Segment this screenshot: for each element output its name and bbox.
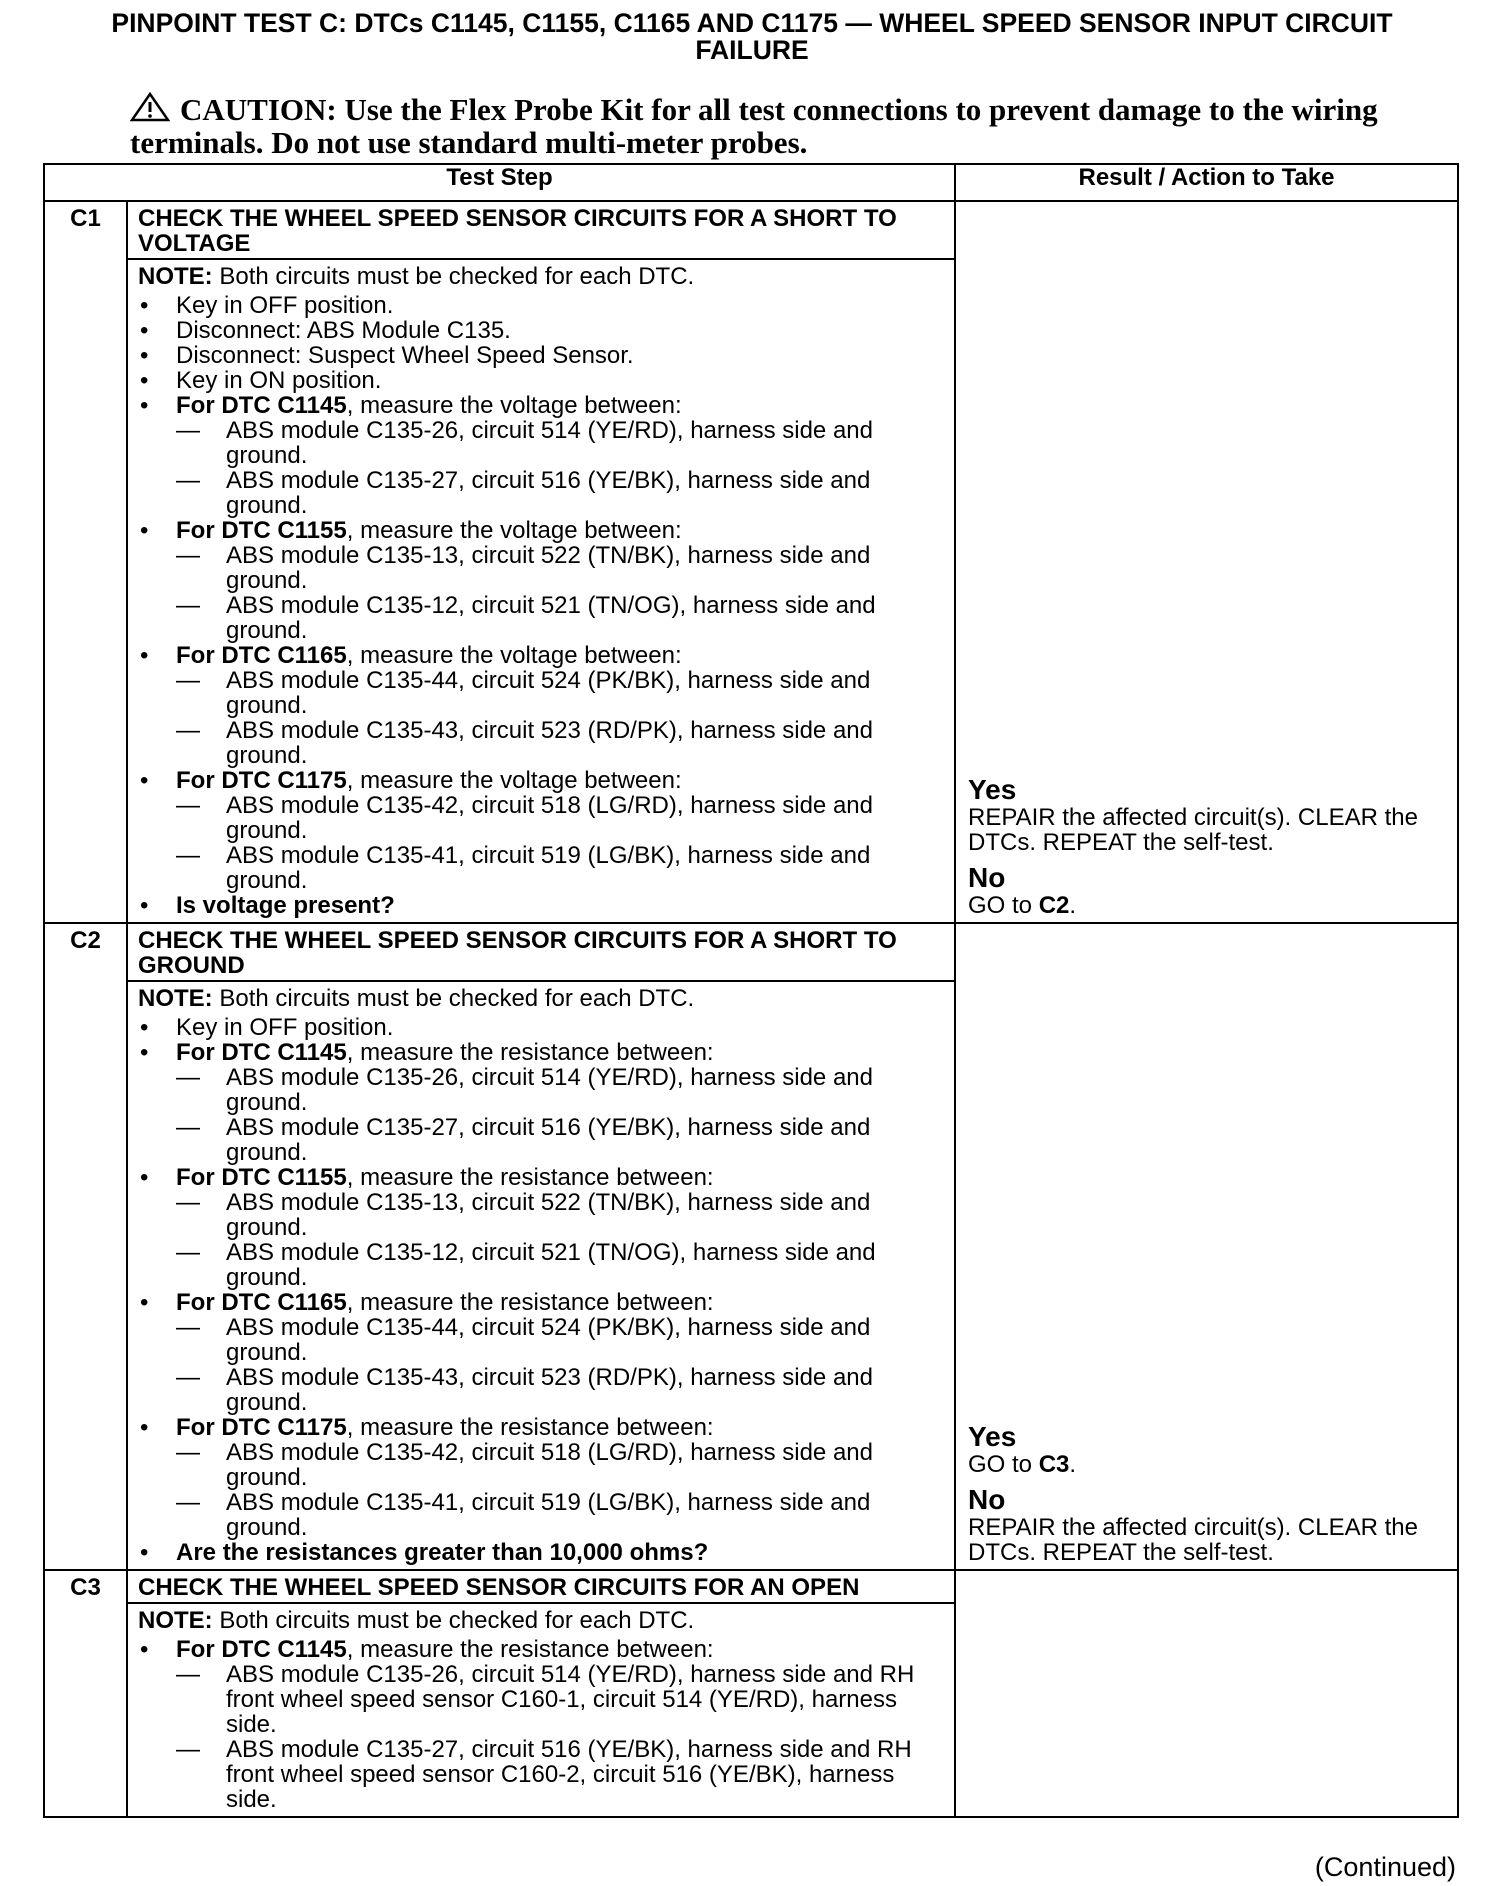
step-id: C3 [44,1570,127,1817]
dtc-suffix: , measure the voltage between: [346,767,682,794]
list-item: • Key in OFF position. [138,1015,944,1040]
no-label: No [968,1484,1006,1515]
sub-item: — ABS module C135-43, circuit 523 (RD/PK), harness side and ground. [138,718,944,768]
sub-item: — ABS module C135-43, circuit 523 (RD/PK), harness side and ground. [138,1365,944,1415]
dtc-code: C1145 [277,392,347,419]
step-id: C1 [44,201,127,923]
list-item: • Key in ON position. [138,368,944,393]
step-result [955,201,1458,923]
header-test-step: Test Step [44,164,955,201]
step-content [127,201,955,923]
note-label: NOTE: [138,263,213,290]
step-body [128,1604,954,1816]
dtc-code: C1175 [277,1414,347,1441]
sub-item: — ABS module C135-13, circuit 522 (TN/BK), harness side and ground. [138,1190,944,1240]
step-content [127,1570,955,1817]
table-row [44,1570,1458,1817]
step-body [128,260,954,922]
dtc-suffix: , measure the resistance between: [346,1039,714,1066]
step-heading: CHECK THE WHEEL SPEED SENSOR CIRCUITS FOR A SHORT TO VOLTAGE [128,202,954,260]
yes-label: Yes [968,1421,1017,1452]
list-item [138,643,944,668]
sub-item: — ABS module C135-27, circuit 516 (YE/BK), harness side and RH front wheel speed sensor C160-2, circuit 516 (YE/BK), harness side. [138,1737,944,1812]
step-question: • Are the resistances greater than 10,000 ohms? [138,1540,944,1565]
dtc-code: C1155 [277,517,347,544]
sub-item: — ABS module C135-13, circuit 522 (TN/BK), harness side and ground. [138,543,944,593]
step-body [128,982,954,1569]
table-row [44,201,1458,923]
dtc-prefix: For DTC [176,517,278,544]
list-item [138,1637,944,1662]
pinpoint-test-table [43,163,1459,1818]
dtc-suffix: , measure the resistance between: [346,1414,714,1441]
yes-action: GO to C3. [968,1451,1077,1478]
list-item [138,1290,944,1315]
table-header-row [44,164,1458,201]
warning-triangle-icon [130,92,170,127]
dtc-suffix: , measure the voltage between: [346,642,682,669]
dtc-code: C1175 [277,767,347,794]
page-title [40,10,1464,63]
sub-item: — ABS module C135-12, circuit 521 (TN/OG), harness side and ground. [138,1240,944,1290]
sub-item: — ABS module C135-26, circuit 514 (YE/RD), harness side and ground. [138,418,944,468]
dtc-prefix: For DTC [176,1414,278,1441]
dtc-code: C1155 [277,1164,347,1191]
step-result [955,923,1458,1570]
note-text: Both circuits must be checked for each DTC. [212,263,695,290]
note-label: NOTE: [138,985,213,1012]
dtc-prefix: For DTC [176,767,278,794]
sub-item: — ABS module C135-42, circuit 518 (LG/RD), harness side and ground. [138,1440,944,1490]
step-reference: C3 [1038,1451,1070,1478]
list-item [138,1165,944,1190]
caution-text: CAUTION: Use the Flex Probe Kit for all test connections to prevent damage to the wiring terminals. Do not use standard multi-meter probes. [130,92,1378,160]
yes-action: REPAIR the affected circuit(s). CLEAR the DTCs. REPEAT the self-test. [968,804,1418,856]
list-item: • Disconnect: Suspect Wheel Speed Sensor. [138,343,944,368]
sub-item: — ABS module C135-26, circuit 514 (YE/RD), harness side and ground. [138,1065,944,1115]
step-list [138,293,944,918]
step-content [127,923,955,1570]
dtc-prefix: For DTC [176,1289,278,1316]
list-item [138,518,944,543]
note-text: Both circuits must be checked for each DTC. [212,985,695,1012]
dtc-suffix: , measure the voltage between: [346,517,682,544]
step-list [138,1015,944,1565]
dtc-code: C1145 [277,1039,347,1066]
dtc-code: C1145 [277,1636,347,1663]
note-text: Both circuits must be checked for each DTC. [212,1607,695,1634]
continued-label: (Continued) [1314,1852,1456,1882]
dtc-prefix: For DTC [176,392,278,419]
step-note [138,1608,944,1633]
no-action: GO to C2. [968,892,1077,919]
step-note [138,264,944,289]
header-result-action: Result / Action to Take [955,164,1458,201]
step-list [138,1637,944,1812]
step-heading: CHECK THE WHEEL SPEED SENSOR CIRCUITS FOR AN OPEN [128,1571,954,1604]
step-question: • Is voltage present? [138,893,944,918]
no-action: REPAIR the affected circuit(s). CLEAR the DTCs. REPEAT the self-test. [968,1514,1418,1566]
sub-item: — ABS module C135-41, circuit 519 (LG/BK), harness side and ground. [138,843,944,893]
dtc-prefix: For DTC [176,1039,278,1066]
step-id: C2 [44,923,127,1570]
title-line-2: FAILURE [695,34,809,65]
sub-item: — ABS module C135-44, circuit 524 (PK/BK), harness side and ground. [138,668,944,718]
note-label: NOTE: [138,1607,213,1634]
dtc-suffix: , measure the voltage between: [346,392,682,419]
dtc-suffix: , measure the resistance between: [346,1289,714,1316]
dtc-code: C1165 [277,1289,347,1316]
list-item [138,768,944,793]
title-line-1: PINPOINT TEST C: DTCs C1145, C1155, C1165 AND C1175 — WHEEL SPEED SENSOR INPUT CIRCUIT [111,8,1393,38]
list-item: • Disconnect: ABS Module C135. [138,318,944,343]
sub-item: — ABS module C135-12, circuit 521 (TN/OG), harness side and ground. [138,593,944,643]
step-result [955,1570,1458,1817]
dtc-prefix: For DTC [176,1636,278,1663]
table-row [44,923,1458,1570]
dtc-suffix: , measure the resistance between: [346,1636,714,1663]
caution-notice [130,92,1410,158]
dtc-prefix: For DTC [176,642,278,669]
sub-item: — ABS module C135-42, circuit 518 (LG/RD), harness side and ground. [138,793,944,843]
sub-item: — ABS module C135-26, circuit 514 (YE/RD), harness side and RH front wheel speed sensor C160-1, circuit 514 (YE/RD), harness side. [138,1662,944,1737]
sub-item: — ABS module C135-27, circuit 516 (YE/BK), harness side and ground. [138,1115,944,1165]
list-item [138,1040,944,1065]
dtc-suffix: , measure the resistance between: [346,1164,714,1191]
no-label: No [968,862,1006,893]
sub-item: — ABS module C135-41, circuit 519 (LG/BK), harness side and ground. [138,1490,944,1540]
sub-item: — ABS module C135-44, circuit 524 (PK/BK), harness side and ground. [138,1315,944,1365]
sub-item: — ABS module C135-27, circuit 516 (YE/BK), harness side and ground. [138,468,944,518]
list-item [138,393,944,418]
dtc-code: C1165 [277,642,347,669]
list-item: • Key in OFF position. [138,293,944,318]
dtc-prefix: For DTC [176,1164,278,1191]
list-item [138,1415,944,1440]
step-note [138,986,944,1011]
step-heading: CHECK THE WHEEL SPEED SENSOR CIRCUITS FOR A SHORT TO GROUND [128,924,954,982]
step-reference: C2 [1038,892,1070,919]
yes-label: Yes [968,774,1017,805]
